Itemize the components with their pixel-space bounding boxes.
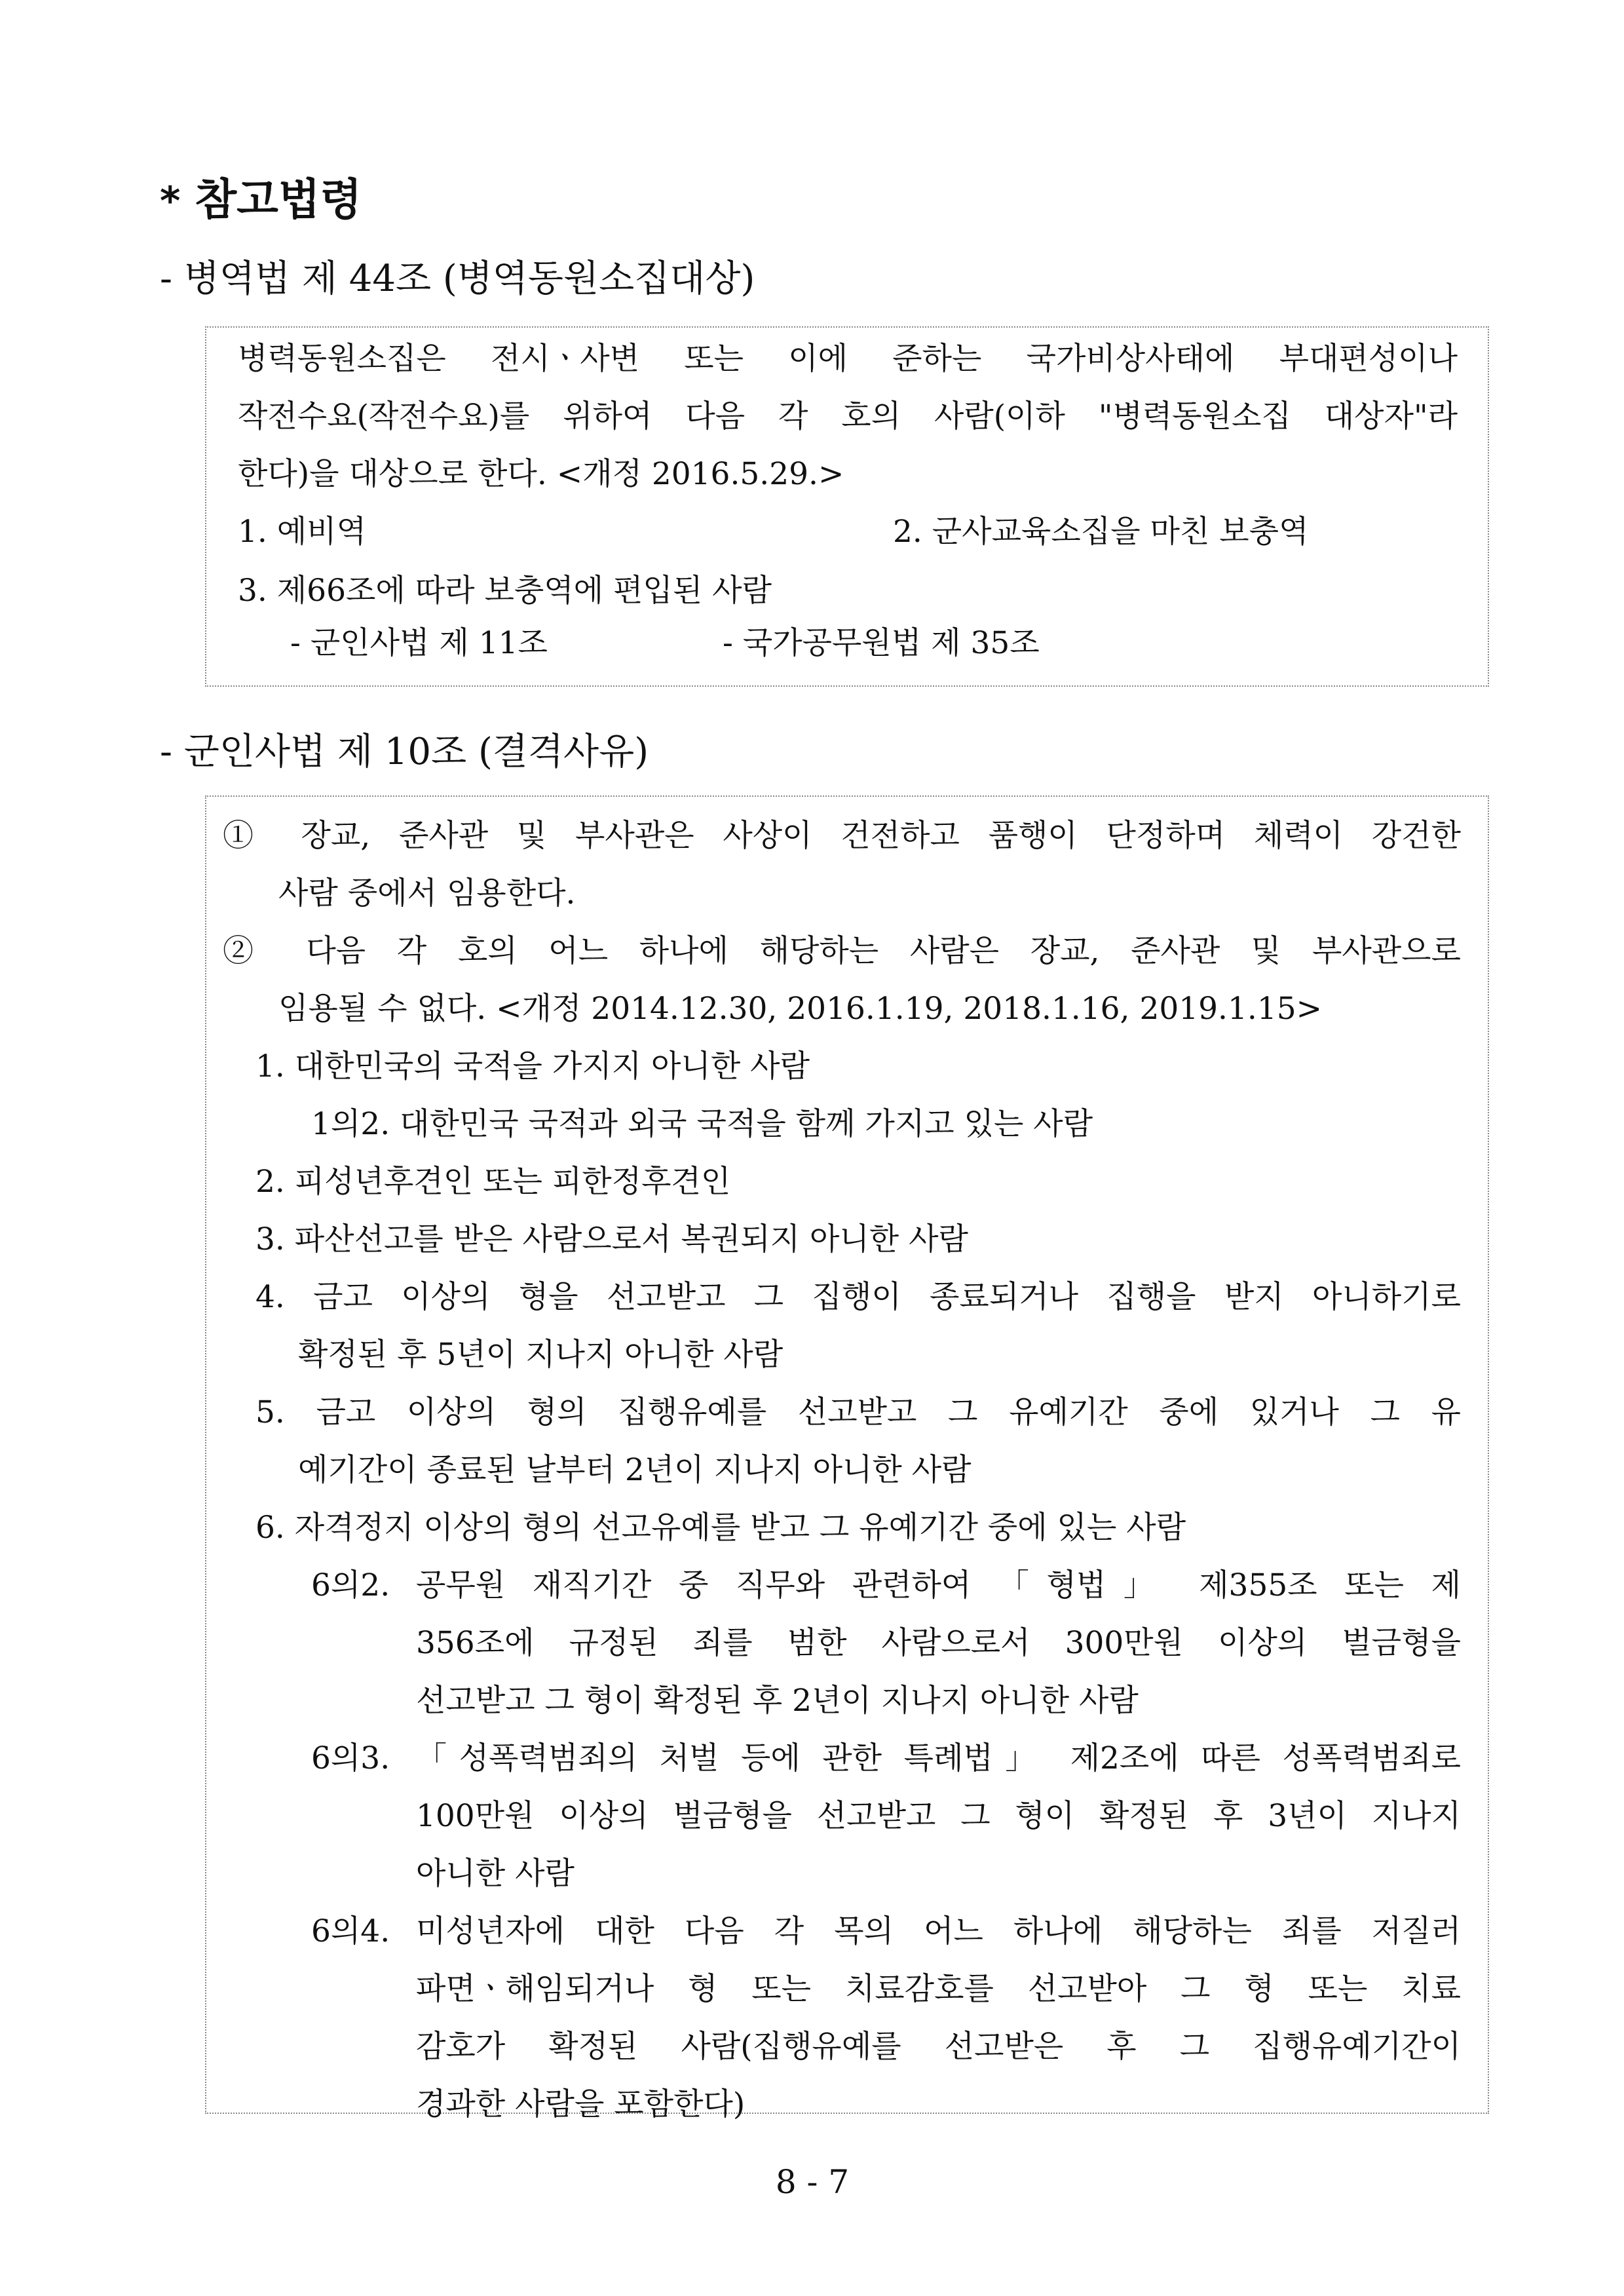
section-heading-military-service-act: - 병역법 제 44조 (병역동원소집대상) — [160, 258, 755, 300]
sub-item-line: 파면ㆍ해임되거나 형 또는 치료감호를 선고받아 그 형 또는 치료 — [416, 1971, 1461, 2007]
sub-item-line: 356조에 규정된 죄를 범한 사람으로서 300만원 이상의 벌금형을 — [416, 1625, 1461, 1661]
sub-item-line: 경과한 사람을 포함한다) — [416, 2086, 746, 2122]
sub-item-number: 6의3. — [311, 1740, 390, 1776]
paragraph-2-line: 임용될 수 없다. <개정 2014.12.30, 2016.1.19, 2018.1.16, 2019.1.15> — [278, 991, 1323, 1027]
sub-item-line: 100만원 이상의 벌금형을 선고받고 그 형이 확정된 후 3년이 지나지 — [416, 1798, 1461, 1834]
sub-item-line: 공무원 재직기간 중 직무와 관련하여 「형법」 제355조 또는 제 — [416, 1567, 1461, 1603]
law-excerpt-box-military-service-act — [205, 326, 1489, 687]
list-item-continuation: 확정된 후 5년이 지나지 아니한 사람 — [298, 1337, 784, 1373]
list-item: 2. 군사교육소집을 마친 보충역 — [893, 514, 1309, 550]
sub-item-line: 「성폭력범죄의 처벌 등에 관한 특례법」 제2조에 따른 성폭력범죄로 — [416, 1740, 1461, 1776]
sub-item-line: 미성년자에 대한 다음 각 목의 어느 하나에 해당하는 죄를 저질러 — [416, 1913, 1461, 1949]
paragraph-2-line: ② 다음 각 호의 어느 하나에 해당하는 사람은 장교, 준사관 및 부사관으로 — [223, 933, 1461, 969]
sub-item-line: 선고받고 그 형이 확정된 후 2년이 지나지 아니한 사람 — [416, 1683, 1139, 1719]
page-title-text: 참고법령 — [195, 174, 362, 225]
list-item: 1의2. 대한민국 국적과 외국 국적을 함께 가지고 있는 사람 — [311, 1106, 1093, 1142]
list-item: 2. 피성년후견인 또는 피한정후견인 — [255, 1164, 731, 1200]
list-item: 6. 자격정지 이상의 형의 선고유예를 받고 그 유예기간 중에 있는 사람 — [255, 1510, 1186, 1546]
list-item: 4. 금고 이상의 형을 선고받고 그 집행이 종료되거나 집행을 받지 아니하기로 — [255, 1279, 1461, 1315]
law-text-line: 작전수요(작전수요)를 위하여 다음 각 호의 사람(이하 "병력동원소집 대상자"라 — [238, 398, 1458, 434]
reference-item: - 군인사법 제 11조 — [290, 625, 548, 661]
sub-item-number: 6의4. — [311, 1913, 390, 1949]
sub-item-line: 감호가 확정된 사람(집행유예를 선고받은 후 그 집행유예기간이 — [416, 2029, 1461, 2065]
list-item: 3. 제66조에 따라 보충역에 편입된 사람 — [238, 573, 772, 609]
list-item: 1. 예비역 — [238, 514, 366, 550]
list-item: 1. 대한민국의 국적을 가지지 아니한 사람 — [255, 1048, 810, 1084]
page-title — [160, 172, 1208, 228]
paragraph-1-line: ① 장교, 준사관 및 부사관은 사상이 건전하고 품행이 단정하며 체력이 강건한 — [223, 818, 1461, 854]
list-item-continuation: 예기간이 종료된 날부터 2년이 지나지 아니한 사람 — [298, 1452, 972, 1488]
page-number: 8 - 7 — [775, 2163, 850, 2201]
reference-item: - 국가공무원법 제 35조 — [723, 625, 1040, 661]
sub-item-number: 6의2. — [311, 1567, 390, 1603]
list-item: 5. 금고 이상의 형의 집행유예를 선고받고 그 유예기간 중에 있거나 그 유 — [255, 1394, 1461, 1430]
asterisk-marker: * — [160, 178, 181, 224]
law-text-line: 한다)을 대상으로 한다. <개정 2016.5.29.> — [238, 456, 844, 492]
list-item: 3. 파산선고를 받은 사람으로서 복권되지 아니한 사람 — [255, 1221, 968, 1257]
law-excerpt-box-military-personnel-act — [205, 795, 1489, 2122]
section-heading-military-personnel-act: - 군인사법 제 10조 (결격사유) — [160, 731, 649, 773]
sub-item-line: 아니한 사람 — [416, 1856, 575, 1892]
law-text-line: 병력동원소집은 전시ㆍ사변 또는 이에 준하는 국가비상사태에 부대편성이나 — [238, 341, 1458, 377]
paragraph-1-line: 사람 중에서 임용한다. — [278, 875, 576, 911]
